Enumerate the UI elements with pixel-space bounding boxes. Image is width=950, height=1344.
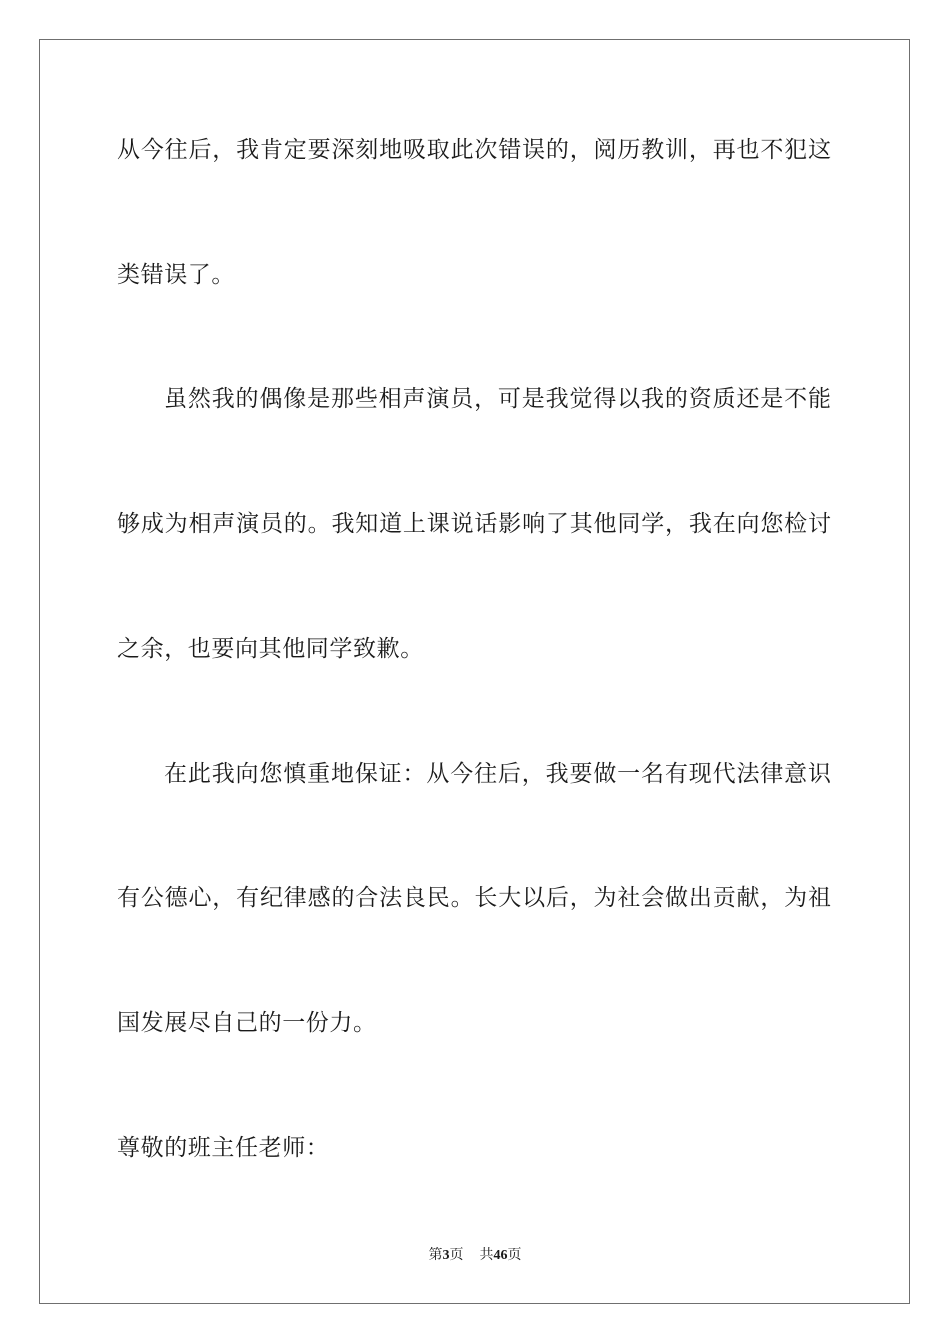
total-suffix: 页 [507,1248,522,1263]
total-page-count: 46 [493,1248,508,1263]
current-page-number: 3 [442,1248,450,1263]
page-footer [0,1247,950,1265]
body-line-6: 在此我向您慎重地保证：从今往后，我要做一名有现代法律意识 [164,761,831,787]
body-line-1: 从今往后，我肯定要深刻地吸取此次错误的，阅历教训，再也不犯这 [117,137,831,163]
page-suffix: 页 [449,1248,464,1263]
total-prefix: 共 [479,1248,494,1263]
page-prefix: 第 [428,1248,443,1263]
salutation-line: 尊敬的班主任老师： [117,1135,330,1161]
page-border [39,39,910,1304]
body-line-3: 虽然我的偶像是那些相声演员，可是我觉得以我的资质还是不能 [164,386,831,412]
body-line-5: 之余，也要向其他同学致歉。 [117,636,424,662]
body-line-8: 国发展尽自己的一份力。 [117,1010,377,1036]
body-line-2: 类错误了。 [117,262,235,288]
body-line-4: 够成为相声演员的。我知道上课说话影响了其他同学，我在向您检讨 [117,511,831,537]
body-line-7: 有公德心，有纪律感的合法良民。长大以后，为社会做出贡献，为祖 [117,885,831,911]
